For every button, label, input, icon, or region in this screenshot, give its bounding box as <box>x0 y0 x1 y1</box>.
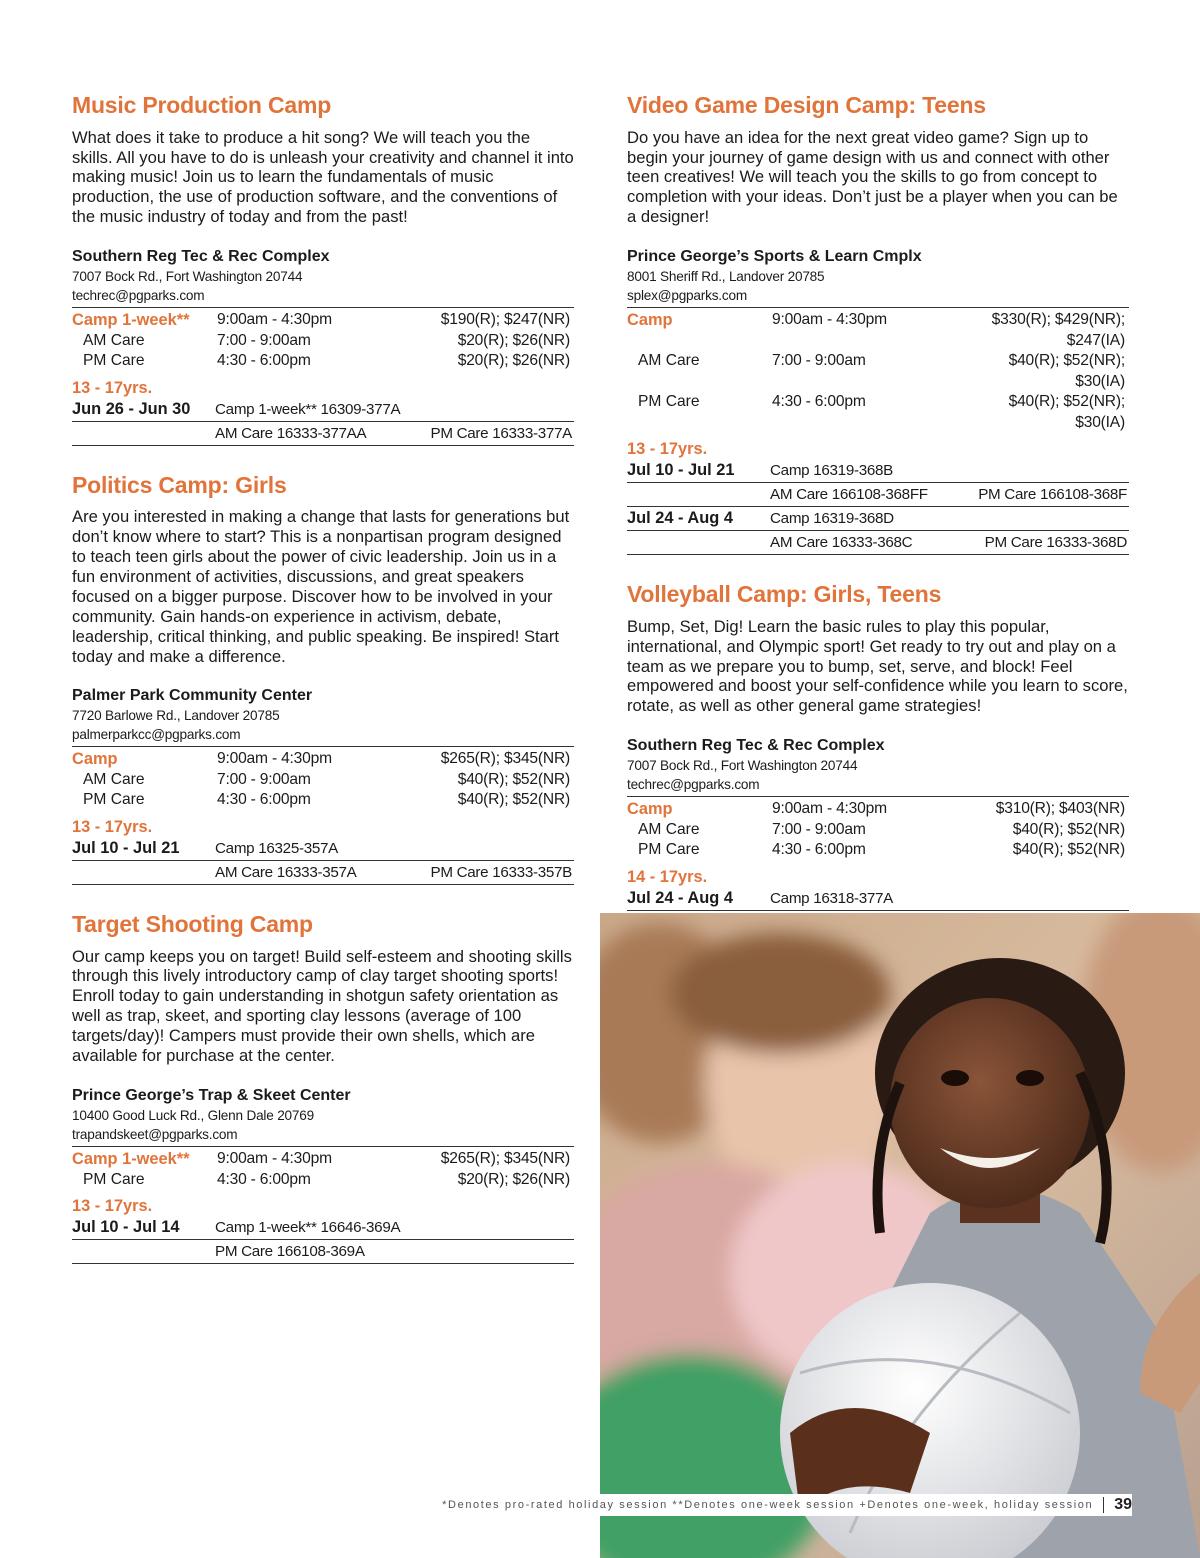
fee-price: $20(R); $26(NR) <box>457 352 570 370</box>
left-column <box>72 92 574 1290</box>
session-code: Camp 16319-368B <box>770 462 893 480</box>
am-care-code: AM Care 16333-357A <box>215 863 357 881</box>
fee-price: $190(R); $247(NR) <box>440 311 570 329</box>
session-row <box>627 506 1129 530</box>
fee-table <box>627 796 1129 861</box>
session-date: Jul 10 - Jul 21 <box>72 838 180 857</box>
fee-price: $40(R); $52(NR); $30(IA) <box>1008 393 1125 431</box>
fee-row <box>627 351 1129 392</box>
fee-label: PM Care <box>638 393 700 411</box>
fee-row <box>72 790 574 811</box>
fee-row <box>627 820 1129 841</box>
venue-address: 8001 Sheriff Rd., Landover 20785 <box>627 269 825 285</box>
venue-name: Southern Reg Tec & Rec Complex <box>627 737 885 755</box>
fee-row <box>627 392 1129 433</box>
fee-price: $265(R); $345(NR) <box>440 1150 570 1167</box>
fee-label: PM Care <box>83 791 145 809</box>
venue-email[interactable]: techrec@pgparks.com <box>627 777 760 793</box>
venue-address: 7007 Bock Rd., Fort Washington 20744 <box>627 758 858 774</box>
fee-time: 9:00am - 4:30pm <box>217 311 332 329</box>
camp-photo <box>600 913 1200 1558</box>
age-range: 13 - 17yrs. <box>72 1197 153 1215</box>
camp-section <box>72 911 574 1264</box>
footer-divider <box>1103 1497 1104 1513</box>
camp-description: Do you have an idea for the next great video game? Sign up to begin your journey of game design with us and connect with other teen creatives! We will teach you the skills to go from concept to completion with your ideas. Don’t just be a player when you can be a designer! <box>627 127 1118 227</box>
fee-table <box>72 1146 574 1190</box>
session-date: Jul 10 - Jul 21 <box>627 461 735 480</box>
fee-label: PM Care <box>83 1170 145 1188</box>
camp-description: Our camp keeps you on target! Build self-esteem and shooting skills through this lively introductory camp of clay target shooting sports! Enroll today to gain understanding in shotgun safety orientation as well as trap, skeet, and sporting clay lessons (average of 100 targets/day)! Campers must provide their own shells, which are available for purchase at the center. <box>72 946 572 1066</box>
fee-time: 7:00 - 9:00am <box>217 331 311 349</box>
fee-time: 4:30 - 6:00pm <box>772 841 866 859</box>
session-row <box>627 887 1129 910</box>
fee-row <box>72 1170 574 1191</box>
fee-price: $265(R); $345(NR) <box>440 750 570 768</box>
age-range: 14 - 17yrs. <box>627 867 708 886</box>
venue-name: Prince George’s Trap & Skeet Center <box>72 1087 351 1104</box>
fee-price: $20(R); $26(NR) <box>457 1170 570 1188</box>
session-code: Camp 16319-368D <box>770 510 894 528</box>
page-number: 39 <box>1114 1496 1132 1513</box>
session-code: Camp 1-week** 16646-369A <box>215 1219 401 1236</box>
fee-price: $310(R); $403(NR) <box>995 800 1125 818</box>
fee-time: 7:00 - 9:00am <box>772 820 866 838</box>
fee-price: $40(R); $52(NR) <box>457 770 570 788</box>
venue-email[interactable]: techrec@pgparks.com <box>72 288 205 304</box>
am-care-code: AM Care 16333-368C <box>770 534 913 552</box>
camp-description: Bump, Set, Dig! Learn the basic rules to play this popular, international, and Olympic sport! Get ready to try out and play on a team as we prepare you to bump, set, serve, and block! Feel empowered and boost your self-confidence while you learn to score, rotate, as well as other general game strategies! <box>627 616 1128 716</box>
fee-row <box>72 331 574 352</box>
session-care-row <box>72 860 574 884</box>
fee-row <box>72 310 574 331</box>
am-care-code: AM Care 166108-368FF <box>770 486 928 504</box>
pm-care-code: PM Care 166108-368F <box>978 486 1127 504</box>
session-row <box>72 1216 574 1239</box>
fee-time: 7:00 - 9:00am <box>217 770 311 788</box>
fee-label: Camp <box>72 750 118 769</box>
session-care-row <box>627 482 1129 506</box>
fee-row <box>627 310 1129 351</box>
camp-section <box>627 581 1129 935</box>
pm-care-code: PM Care 16333-377A <box>430 424 572 442</box>
session-date: Jun 26 - Jun 30 <box>72 399 191 418</box>
fee-row <box>627 840 1129 861</box>
session-row <box>627 459 1129 482</box>
fee-time: 4:30 - 6:00pm <box>217 1170 311 1188</box>
camp-section <box>72 92 574 446</box>
fee-row <box>72 351 574 372</box>
venue-name: Southern Reg Tec & Rec Complex <box>72 248 330 266</box>
fee-label: Camp 1-week** <box>72 311 190 330</box>
pm-care-code: PM Care 16333-368D <box>984 534 1127 552</box>
age-range: 13 - 17yrs. <box>72 378 153 397</box>
fee-label: AM Care <box>83 331 145 349</box>
camp-section <box>72 472 574 885</box>
session-date: Jul 24 - Aug 4 <box>627 888 733 907</box>
fee-table <box>72 307 574 372</box>
fee-time: 4:30 - 6:00pm <box>772 393 866 411</box>
session-code: Camp 16325-357A <box>215 839 338 857</box>
camp-title: Politics Camp: Girls <box>72 471 287 498</box>
fee-label: Camp <box>627 311 673 330</box>
fee-price: $40(R); $52(NR) <box>1012 841 1125 859</box>
venue-address: 10400 Good Luck Rd., Glenn Dale 20769 <box>72 1108 314 1123</box>
pm-care-code: PM Care 16333-357B <box>430 863 572 881</box>
girl-with-volleyball-image <box>600 913 1200 1558</box>
session-care-row <box>72 1239 574 1263</box>
fee-price: $330(R); $429(NR); $247(IA) <box>991 311 1125 349</box>
fee-time: 9:00am - 4:30pm <box>772 800 887 818</box>
venue-email[interactable]: palmerparkcc@pgparks.com <box>72 727 241 743</box>
fee-row <box>627 799 1129 820</box>
fee-row <box>72 770 574 791</box>
fee-label: AM Care <box>638 820 700 838</box>
pm-care-code: PM Care 166108-369A <box>215 1243 365 1260</box>
session-care-row <box>627 530 1129 554</box>
am-care-code: AM Care 16333-377AA <box>215 424 367 442</box>
camp-title: Video Game Design Camp: Teens <box>627 92 986 118</box>
fee-price: $20(R); $26(NR) <box>457 331 570 349</box>
fee-price: $40(R); $52(NR) <box>1012 820 1125 838</box>
fee-row <box>72 1149 574 1170</box>
fee-label: Camp <box>627 800 673 819</box>
session-code: Camp 16318-377A <box>770 889 893 907</box>
fee-label: PM Care <box>638 841 700 859</box>
session-date: Jul 10 - Jul 14 <box>72 1218 180 1236</box>
session-block <box>72 398 574 446</box>
fee-price: $40(R); $52(NR) <box>457 791 570 809</box>
session-date: Jul 24 - Aug 4 <box>627 509 733 528</box>
fee-label: AM Care <box>638 352 700 370</box>
right-column <box>627 92 1129 961</box>
fee-table <box>627 307 1129 433</box>
session-code: Camp 1-week** 16309-377A <box>215 400 401 418</box>
fee-table <box>72 746 574 811</box>
session-care-row <box>72 421 574 445</box>
fee-time: 7:00 - 9:00am <box>772 352 866 370</box>
camp-description: What does it take to produce a hit song? We will teach you the skills. All you have to do is unleash your creativity and channel it into making music! Join us to learn the fundamentals of music production, the use of production software, and the conventions of the music industry of today and from the past! <box>72 127 574 227</box>
venue-email[interactable]: splex@pgparks.com <box>627 288 747 304</box>
fee-time: 4:30 - 6:00pm <box>217 791 311 809</box>
fee-time: 9:00am - 4:30pm <box>217 750 332 768</box>
fee-price: $40(R); $52(NR); $30(IA) <box>1008 352 1125 390</box>
fee-time: 9:00am - 4:30pm <box>772 311 887 329</box>
camp-section <box>627 92 1129 555</box>
camp-title: Music Production Camp <box>72 92 332 118</box>
footnote: *Denotes pro-rated holiday session **Denotes one-week session +Denotes one-week, holiday session <box>442 1499 1094 1511</box>
fee-time: 4:30 - 6:00pm <box>217 352 311 370</box>
age-range: 13 - 17yrs. <box>627 440 708 459</box>
session-row <box>72 837 574 860</box>
venue-name: Palmer Park Community Center <box>72 687 313 705</box>
session-block <box>72 1216 574 1264</box>
camp-title: Target Shooting Camp <box>72 910 313 937</box>
page-footer <box>432 1494 1132 1516</box>
fee-label: PM Care <box>83 352 145 370</box>
fee-time: 9:00am - 4:30pm <box>217 1150 332 1167</box>
venue-address: 7720 Barlowe Rd., Landover 20785 <box>72 708 280 724</box>
fee-label: Camp 1-week** <box>72 1150 190 1168</box>
venue-address: 7007 Bock Rd., Fort Washington 20744 <box>72 269 303 285</box>
age-range: 13 - 17yrs. <box>72 817 153 836</box>
camp-title: Volleyball Camp: Girls, Teens <box>627 581 942 608</box>
fee-row <box>72 749 574 770</box>
session-row <box>72 398 574 421</box>
camp-description: Are you interested in making a change that lasts for generations but don’t know where to start? This is a nonpartisan program designed to teach teen girls about the power of civic leadership. Join us in a fun environment of activities, discussions, and great speakers focused on a bigger purpose. Discover how to be involved in your community. Gain hands-on experience in activism, debate, leadership, critical thinking, and public speaking. Be inspired! Start today and make a difference. <box>72 507 570 666</box>
fee-label: AM Care <box>83 770 145 788</box>
venue-email[interactable]: trapandskeet@pgparks.com <box>72 1127 238 1142</box>
session-block <box>627 459 1129 555</box>
venue-name: Prince George’s Sports & Learn Cmplx <box>627 248 922 266</box>
session-block <box>72 837 574 885</box>
